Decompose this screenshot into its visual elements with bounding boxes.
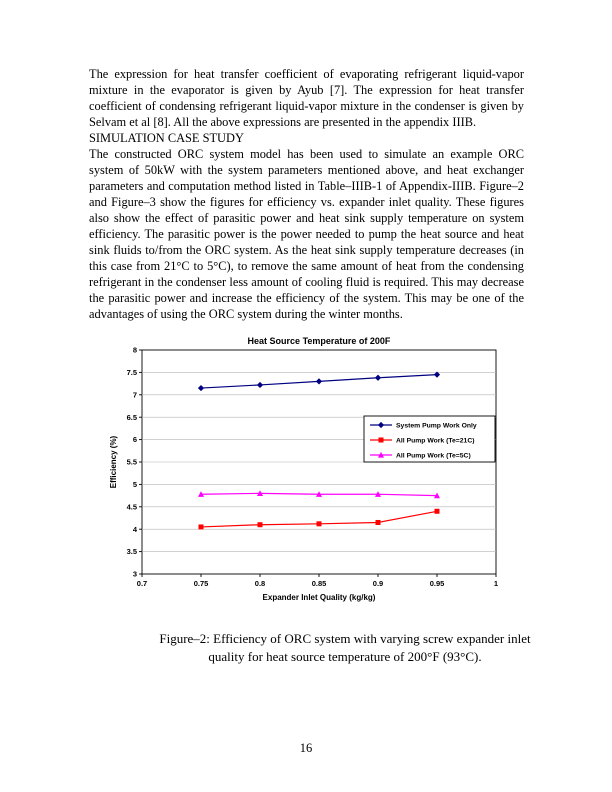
figure-caption [78,630,612,665]
paragraph-heat-transfer: The expression for heat transfer coefficient of evaporating refrigerant liquid-vapor mixture in the evaporator is given by Ayub [7]. The expression for heat transfer coefficient of condensing refrigerant liquid-vapor mixture in the condenser is given by Selvam et al [8]. All the above expressions are presented in the appendix IIIB. [89,67,524,129]
series-marker [376,520,381,525]
series-marker [258,522,263,527]
x-axis-title: Expander Inlet Quality (kg/kg) [262,593,376,602]
y-tick-label: 7 [132,390,137,400]
x-tick-label: 0.9 [372,579,384,588]
chart-title: Heat Source Temperature of 200F [247,336,391,346]
y-tick-label: 3.5 [126,547,137,557]
legend-label: System Pump Work Only [396,422,477,430]
series-marker [199,524,204,529]
efficiency-chart [106,334,506,606]
y-axis-title: Efficiency (%) [109,435,118,489]
y-tick-label: 4.5 [126,502,137,512]
y-tick-label: 3 [132,569,137,579]
section-heading: SIMULATION CASE STUDY [89,131,244,145]
x-tick-label: 0.7 [136,579,148,588]
y-tick-label: 5 [132,480,137,489]
y-tick-label: 4 [132,524,137,534]
figure-caption-line1: Figure–2: Efficiency of ORC system with varying screw expander inlet [159,631,531,646]
x-tick-label: 0.85 [311,579,327,588]
series-marker [317,521,322,526]
figure-2 [106,334,506,606]
legend-label: All Pump Work (Te=21C) [396,437,475,445]
x-tick-label: 0.75 [193,579,209,588]
x-tick-label: 0.95 [429,579,445,588]
x-tick-label: 1 [493,579,499,588]
y-tick-label: 6 [132,435,137,445]
x-tick-label: 0.8 [254,579,266,588]
y-tick-label: 6.5 [126,412,137,422]
figure-caption-line2: quality for heat source temperature of 200°F (93°C). [208,648,482,664]
series-marker [379,438,384,443]
y-tick-label: 5.5 [126,457,137,467]
legend-label: All Pump Work (Te=5C) [396,452,471,460]
y-tick-label: 8 [132,345,137,355]
paragraph-simulation-case-study: The constructed ORC system model has been used to simulate an example ORC system of 50kW with the system parameters mentioned above, and heat exchanger parameters and computation method listed in Table–IIIB-1 of Appendix-IIIB. Figure–2 and Figure–3 show the figures for efficiency vs. expander inlet quality. These figures also show the effect of parasitic power and heat sink supply temperature on system efficiency. The parasitic power is the power needed to pump the heat source and heat sink fluids to/from the ORC system. As the heat sink supply temperature decreases (in this case from 21°C to 5°C), to remove the same amount of heat from the condensing refrigerant in the condenser less amount of cooling fluid is required. This may decrease the parasitic power and increase the efficiency of the system. This may be one of the advantages of using the ORC system during the winter months. [89,147,524,321]
page-number: 16 [299,741,313,755]
body-text [89,66,524,322]
series-marker [435,509,440,514]
y-tick-label: 7.5 [126,368,137,377]
